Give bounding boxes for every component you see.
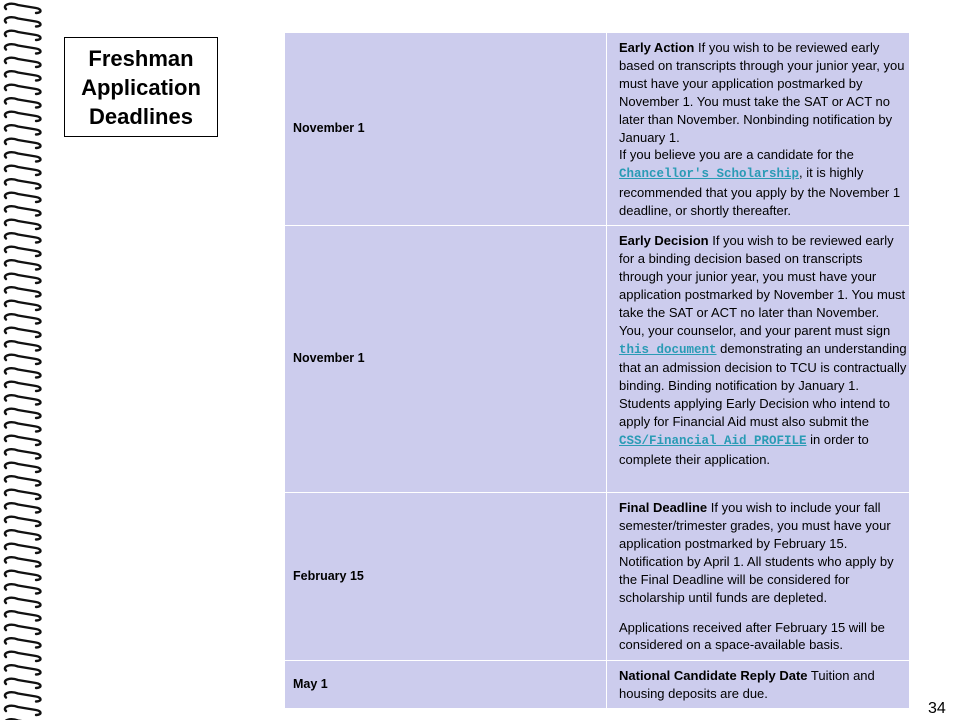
spiral-loop bbox=[5, 490, 41, 499]
spiral-loop bbox=[5, 31, 41, 40]
spiral-loop bbox=[5, 503, 41, 512]
spiral-loop bbox=[5, 395, 41, 404]
deadline-description bbox=[607, 661, 910, 709]
deadline-text: If you believe you are a candidate for the bbox=[619, 147, 854, 163]
spiral-loop bbox=[5, 179, 41, 188]
spiral-loop bbox=[5, 625, 41, 634]
spiral-loop bbox=[5, 58, 41, 67]
spiral-loop bbox=[5, 206, 41, 215]
spiral-loop bbox=[5, 287, 41, 296]
spiral-loop bbox=[5, 422, 41, 431]
spiral-loop bbox=[5, 71, 41, 80]
spiral-loop bbox=[5, 611, 41, 620]
spiral-loop bbox=[5, 530, 41, 539]
deadline-description bbox=[607, 226, 910, 493]
deadline-date: May 1 bbox=[285, 661, 607, 709]
spiral-loop bbox=[5, 193, 41, 202]
chancellors-scholarship-link[interactable]: Chancellor's Scholarship bbox=[619, 167, 800, 182]
deadline-date: November 1 bbox=[285, 33, 607, 226]
spiral-loop bbox=[5, 557, 41, 566]
table-row bbox=[285, 226, 910, 493]
spiral-loop bbox=[5, 355, 41, 364]
spiral-loop bbox=[5, 274, 41, 283]
spiral-loop bbox=[5, 571, 41, 580]
deadline-text: , it is highly recommended that you apply by the November 1 deadline, or shortly thereafter. bbox=[619, 165, 901, 219]
deadline-text: demonstrating an understanding that an admission decision to TCU is contractually binding. Binding notification by January 1. Students applying Early Decision who intend to apply for Financial Aid must also submit the bbox=[619, 340, 907, 430]
spiral-loop bbox=[5, 544, 41, 553]
spiral-loop bbox=[5, 112, 41, 121]
spiral-loop bbox=[5, 409, 41, 418]
table-row bbox=[285, 661, 910, 709]
spiral-loop bbox=[5, 584, 41, 593]
spiral-loop bbox=[5, 665, 41, 674]
spiral-loop bbox=[5, 598, 41, 607]
spiral-loop bbox=[5, 301, 41, 310]
deadline-text: If you wish to include your fall semester/trimester grades, you must have your application postmarked by February 15. Notification by April 1. All students who apply by the Final Deadline will be considered for scholarship until funds are depleted. bbox=[619, 500, 894, 605]
deadline-description bbox=[607, 493, 910, 661]
deadline-text: Tuition and housing deposits are due. bbox=[619, 668, 875, 701]
spiral-loop bbox=[5, 692, 41, 701]
spiral-loop bbox=[5, 476, 41, 485]
spiral-loop bbox=[5, 233, 41, 242]
spiral-loop bbox=[5, 368, 41, 377]
spiral-loop bbox=[5, 463, 41, 472]
spiral-loop bbox=[5, 341, 41, 350]
spiral-loop bbox=[5, 139, 41, 148]
deadline-text: in order to complete their application. bbox=[619, 432, 869, 467]
css-profile-link[interactable]: CSS/Financial Aid PROFILE bbox=[619, 434, 807, 449]
spiral-loop bbox=[5, 449, 41, 458]
deadline-label: Final Deadline bbox=[619, 500, 708, 516]
table-row bbox=[285, 493, 910, 661]
spiral-loop bbox=[5, 247, 41, 256]
deadline-text: If you wish to be reviewed early for a binding decision based on transcripts through your junior year, you must have your application postmarked by November 1. You must take the SAT or ACT no later than November. You, your counselor, and your parent must sign bbox=[619, 233, 906, 338]
deadline-label: National Candidate Reply Date bbox=[619, 668, 808, 684]
spiral-loop bbox=[5, 517, 41, 526]
spiral-loop bbox=[5, 166, 41, 175]
spiral-loop bbox=[5, 382, 41, 391]
spiral-loop bbox=[5, 652, 41, 661]
spiral-loop bbox=[5, 328, 41, 337]
deadline-label: Early Action bbox=[619, 40, 695, 55]
spiral-loop bbox=[5, 125, 41, 134]
page-number: 34 bbox=[928, 700, 946, 717]
deadline-date: February 15 bbox=[285, 493, 607, 661]
spiral-loop bbox=[5, 4, 41, 13]
this-document-link[interactable]: this document bbox=[619, 342, 717, 357]
spiral-loop bbox=[5, 17, 41, 26]
spiral-loop bbox=[5, 98, 41, 107]
deadline-label: Early Decision bbox=[619, 233, 709, 249]
spiral-loop bbox=[5, 260, 41, 269]
title-box bbox=[64, 37, 218, 137]
deadline-date: November 1 bbox=[285, 226, 607, 493]
spiral-loop bbox=[5, 706, 41, 715]
spiral-loop bbox=[5, 85, 41, 94]
deadline-description bbox=[607, 33, 910, 226]
deadline-text: If you wish to be reviewed early based on transcripts through your junior year, you must have your application postmarked by November 1. You must take the SAT or ACT no later than November. Nonbinding notification by January 1. bbox=[619, 40, 905, 145]
spiral-loop bbox=[5, 44, 41, 53]
spiral-loop bbox=[5, 152, 41, 161]
spiral-loop bbox=[5, 679, 41, 688]
spiral-loop bbox=[5, 220, 41, 229]
spiral-loop bbox=[5, 314, 41, 323]
table-row bbox=[285, 33, 910, 226]
page-title: Freshman Application Deadlines bbox=[81, 45, 201, 129]
spiral-loop bbox=[5, 436, 41, 445]
spiral-binding bbox=[0, 0, 46, 720]
deadlines-table bbox=[284, 32, 910, 709]
deadline-note: Applications received after February 15 will be considered on a space-available basis. bbox=[619, 619, 885, 653]
spiral-loop bbox=[5, 638, 41, 647]
